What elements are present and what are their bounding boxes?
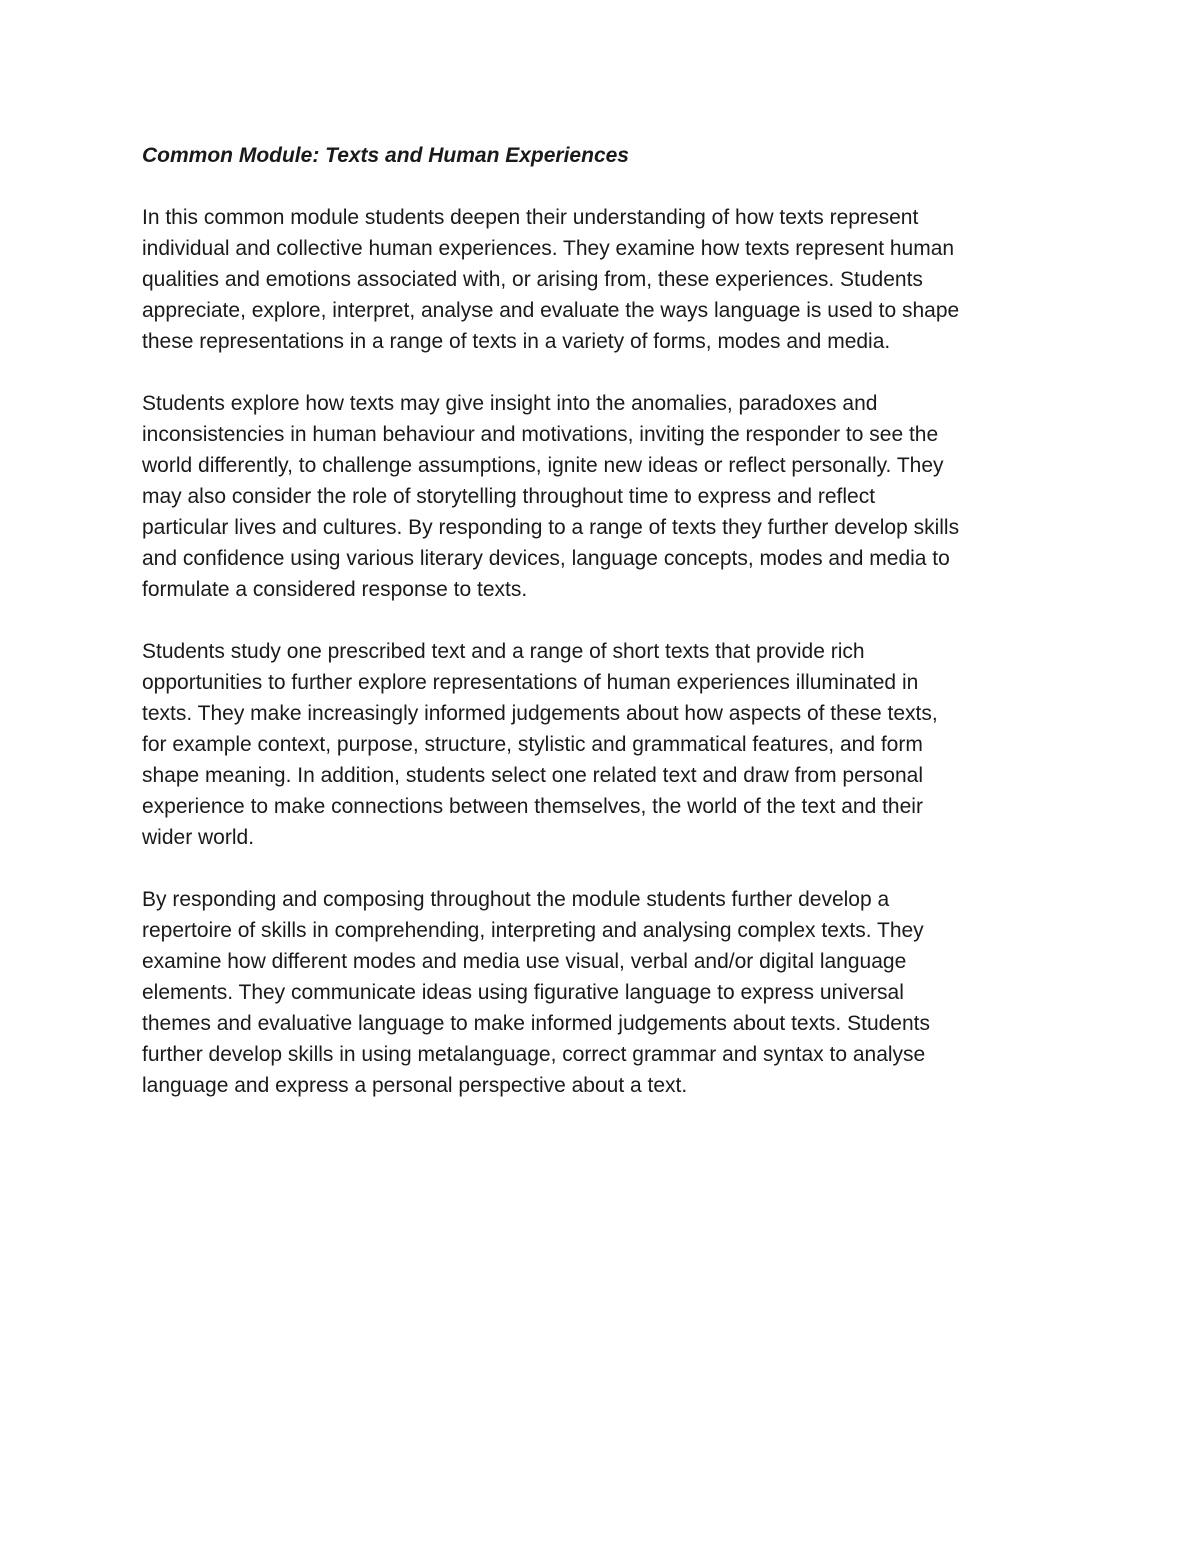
text-line: these representations in a range of texts in a variety of forms, modes and media. xyxy=(142,330,891,353)
paragraph-4 xyxy=(142,884,1062,1101)
text-line: shape meaning. In addition, students select one related text and draw from personal xyxy=(142,764,923,787)
text-line: may also consider the role of storytelling throughout time to express and reflect xyxy=(142,485,876,508)
text-line: elements. They communicate ideas using figurative language to express universal xyxy=(142,981,904,1004)
text-line: world differently, to challenge assumptions, ignite new ideas or reflect personally. They xyxy=(142,454,944,477)
text-line: In this common module students deepen their understanding of how texts represent xyxy=(142,206,919,229)
text-line: qualities and emotions associated with, or arising from, these experiences. Students xyxy=(142,268,923,291)
text-line: further develop skills in using metalanguage, correct grammar and syntax to analyse xyxy=(142,1043,926,1066)
text-line: language and express a personal perspective about a text. xyxy=(142,1074,688,1097)
text-line: appreciate, explore, interpret, analyse and evaluate the ways language is used to shape xyxy=(142,299,960,322)
text-line: themes and evaluative language to make informed judgements about texts. Students xyxy=(142,1012,930,1035)
text-line: inconsistencies in human behaviour and motivations, inviting the responder to see the xyxy=(142,423,939,446)
text-line: and confidence using various literary devices, language concepts, modes and media to xyxy=(142,547,950,570)
text-line: texts. They make increasingly informed judgements about how aspects of these texts, xyxy=(142,702,938,725)
paragraph-1 xyxy=(142,202,1062,357)
text-line: repertoire of skills in comprehending, interpreting and analysing complex texts. They xyxy=(142,919,924,942)
text-line: particular lives and cultures. By responding to a range of texts they further develop skills xyxy=(142,516,960,539)
text-line: wider world. xyxy=(142,826,255,849)
text-line: Students study one prescribed text and a range of short texts that provide rich xyxy=(142,640,865,663)
text-line: for example context, purpose, structure, stylistic and grammatical features, and form xyxy=(142,733,923,756)
text-line: formulate a considered response to texts. xyxy=(142,578,528,601)
paragraph-2 xyxy=(142,388,1062,605)
text-line: experience to make connections between themselves, the world of the text and their xyxy=(142,795,923,818)
document-title: Common Module: Texts and Human Experiences xyxy=(142,144,629,167)
text-line: examine how different modes and media use visual, verbal and/or digital language xyxy=(142,950,907,973)
paragraph-3 xyxy=(142,636,1062,853)
document-body xyxy=(142,140,1062,1132)
text-line: opportunities to further explore representations of human experiences illuminated in xyxy=(142,671,919,694)
text-line: By responding and composing throughout the module students further develop a xyxy=(142,888,890,911)
text-line: Students explore how texts may give insight into the anomalies, paradoxes and xyxy=(142,392,878,415)
text-line: individual and collective human experiences. They examine how texts represent human xyxy=(142,237,955,260)
